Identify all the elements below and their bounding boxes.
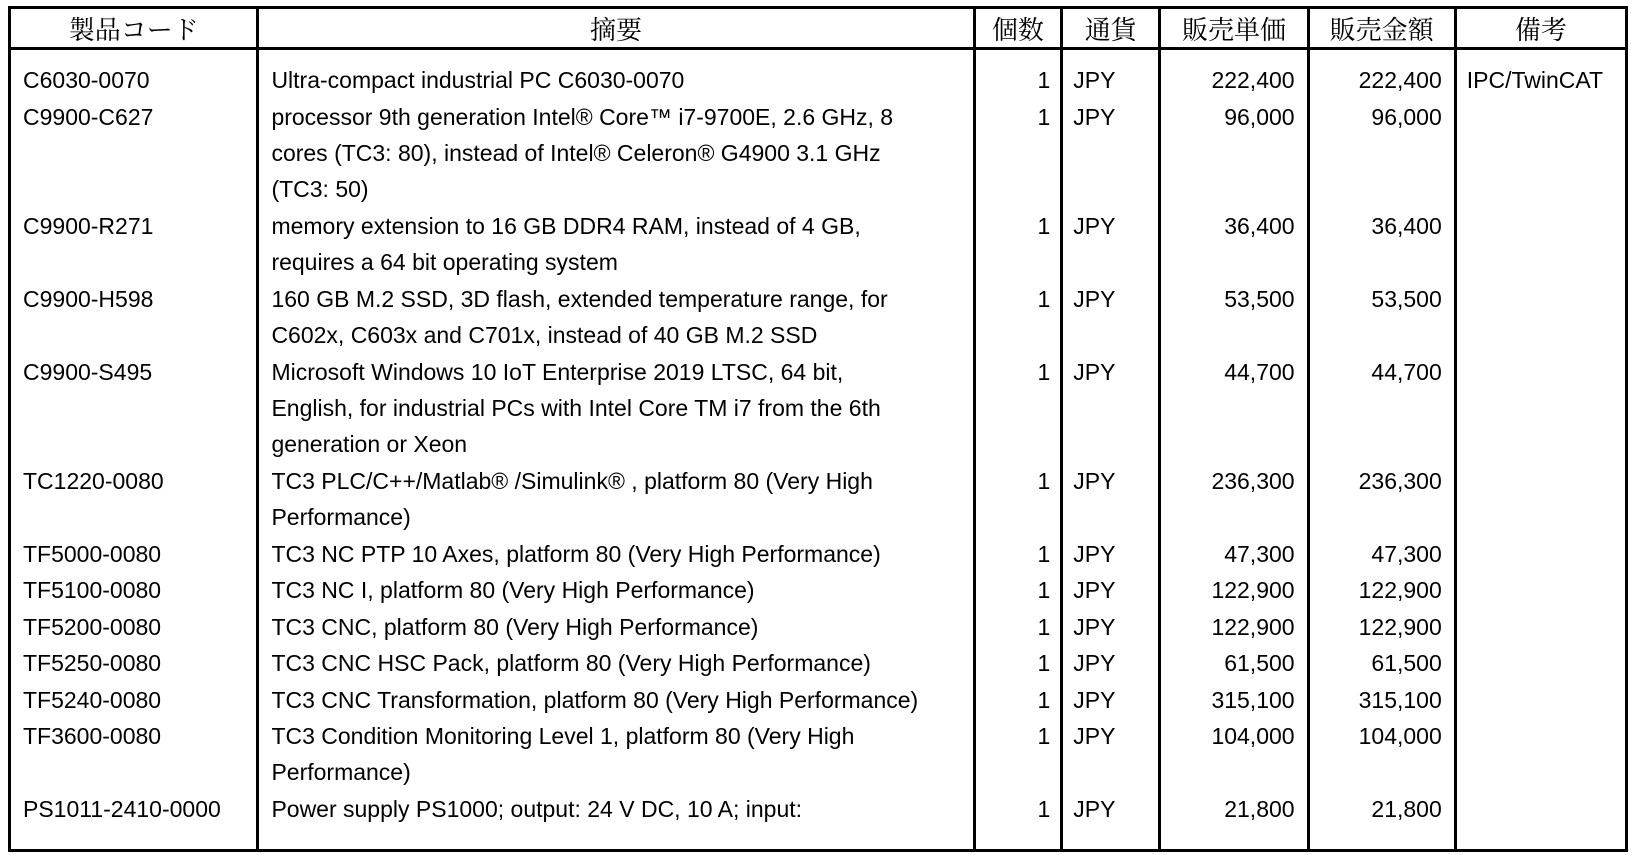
- quantity-cell: 1: [974, 645, 1062, 681]
- header-product-code: 製品コード: [10, 8, 258, 49]
- description-cell: [258, 208, 974, 281]
- description-cell: [258, 682, 974, 718]
- remarks-cell: [1455, 536, 1626, 572]
- amount-cell: 96,000: [1308, 99, 1455, 208]
- description-cell: [258, 572, 974, 608]
- unit-price-cell: 36,400: [1160, 208, 1308, 281]
- description-cell: [258, 281, 974, 354]
- quantity-cell: 1: [974, 718, 1062, 791]
- description-line: English, for industrial PCs with Intel Core TM i7 from the 6th: [271, 394, 881, 421]
- description-line: Performance): [271, 503, 411, 530]
- remarks-cell: [1455, 718, 1626, 791]
- amount-cell: 236,300: [1308, 463, 1455, 536]
- currency-cell: JPY: [1062, 682, 1160, 718]
- amount-cell: 53,500: [1308, 281, 1455, 354]
- quantity-cell: 1: [974, 354, 1062, 463]
- remarks-cell: [1455, 281, 1626, 354]
- quantity-cell: 1: [974, 49, 1062, 99]
- unit-price-cell: 104,000: [1160, 718, 1308, 791]
- header-description: 摘要: [258, 8, 974, 49]
- table-row: [10, 791, 1627, 851]
- amount-cell: 122,900: [1308, 572, 1455, 608]
- currency-cell: JPY: [1062, 609, 1160, 645]
- unit-price-cell: 236,300: [1160, 463, 1308, 536]
- currency-cell: JPY: [1062, 645, 1160, 681]
- remarks-cell: [1455, 354, 1626, 463]
- amount-cell: 36,400: [1308, 208, 1455, 281]
- unit-price-cell: 21,800: [1160, 791, 1308, 851]
- product-code-cell: C9900-H598: [23, 285, 154, 312]
- description-line: TC3 CNC Transformation, platform 80 (Very High Performance): [271, 686, 919, 713]
- quantity-cell: 1: [974, 572, 1062, 608]
- quantity-cell: 1: [974, 281, 1062, 354]
- currency-cell: JPY: [1062, 354, 1160, 463]
- currency-cell: JPY: [1062, 99, 1160, 208]
- currency-cell: JPY: [1062, 536, 1160, 572]
- unit-price-cell: 47,300: [1160, 536, 1308, 572]
- table-row: [10, 536, 1627, 572]
- amount-cell: 61,500: [1308, 645, 1455, 681]
- description-line: TC3 CNC, platform 80 (Very High Performance): [271, 613, 759, 640]
- description-line: TC3 NC PTP 10 Axes, platform 80 (Very High Performance): [271, 540, 881, 567]
- description-line: memory extension to 16 GB DDR4 RAM, instead of 4 GB,: [271, 212, 861, 239]
- table-row: [10, 354, 1627, 463]
- amount-cell: 104,000: [1308, 718, 1455, 791]
- description-line: TC3 Condition Monitoring Level 1, platform 80 (Very High: [271, 723, 855, 750]
- unit-price-cell: 61,500: [1160, 645, 1308, 681]
- currency-cell: JPY: [1062, 572, 1160, 608]
- description-line: processor 9th generation Intel® Core™ i7-9700E, 2.6 GHz, 8: [271, 103, 894, 130]
- product-code-cell: C9900-C627: [23, 103, 154, 130]
- currency-cell: JPY: [1062, 791, 1160, 851]
- product-code-cell: TF5100-0080: [23, 577, 162, 604]
- remarks-cell: [1455, 682, 1626, 718]
- product-code-cell: TC1220-0080: [23, 467, 164, 494]
- table-row: [10, 682, 1627, 718]
- description-line: C602x, C603x and C701x, instead of 40 GB M.2 SSD: [271, 321, 818, 348]
- table-row: [10, 208, 1627, 281]
- product-code-cell: TF5200-0080: [23, 613, 162, 640]
- quotation-table: [8, 6, 1628, 852]
- description-line: Power supply PS1000; output: 24 V DC, 10 A; input:: [271, 796, 803, 822]
- product-code-cell: PS1011-2410-0000: [23, 796, 221, 822]
- table-row: [10, 645, 1627, 681]
- table-row: [10, 281, 1627, 354]
- amount-cell: 315,100: [1308, 682, 1455, 718]
- amount-cell: 122,900: [1308, 609, 1455, 645]
- amount-cell: 44,700: [1308, 354, 1455, 463]
- description-cell: [258, 645, 974, 681]
- description-line: 160 GB M.2 SSD, 3D flash, extended temperature range, for: [271, 285, 888, 312]
- quantity-cell: 1: [974, 208, 1062, 281]
- currency-cell: JPY: [1062, 281, 1160, 354]
- table-row: [10, 99, 1627, 208]
- remarks-cell: [1455, 791, 1626, 851]
- unit-price-cell: 53,500: [1160, 281, 1308, 354]
- header-row: [10, 8, 1627, 49]
- currency-cell: JPY: [1062, 718, 1160, 791]
- description-line: cores (TC3: 80), instead of Intel® Celeron® G4900 3.1 GHz: [271, 139, 881, 166]
- product-code-cell: C9900-S495: [23, 358, 153, 385]
- unit-price-cell: 96,000: [1160, 99, 1308, 208]
- amount-cell: 47,300: [1308, 536, 1455, 572]
- remarks-cell: [1455, 609, 1626, 645]
- description-line: Performance): [271, 759, 411, 786]
- description-line: TC3 NC I, platform 80 (Very High Performance): [271, 577, 755, 604]
- description-line: TC3 PLC/C++/Matlab® /Simulink® , platform 80 (Very High: [271, 467, 873, 494]
- quantity-cell: 1: [974, 99, 1062, 208]
- quantity-cell: 1: [974, 463, 1062, 536]
- currency-cell: JPY: [1062, 208, 1160, 281]
- product-code-cell: TF5000-0080: [23, 540, 162, 567]
- product-code-cell: C9900-R271: [23, 212, 154, 239]
- unit-price-cell: 315,100: [1160, 682, 1308, 718]
- description-line: Microsoft Windows 10 IoT Enterprise 2019 LTSC, 64 bit,: [271, 358, 844, 385]
- remarks-cell: [1455, 208, 1626, 281]
- quantity-cell: 1: [974, 609, 1062, 645]
- unit-price-cell: 122,900: [1160, 572, 1308, 608]
- quantity-cell: 1: [974, 536, 1062, 572]
- table-row: [10, 718, 1627, 791]
- unit-price-cell: 222,400: [1160, 49, 1308, 99]
- remarks-cell: [1455, 99, 1626, 208]
- description-line: (TC3: 50): [271, 175, 369, 202]
- table-row: [10, 609, 1627, 645]
- product-code-cell: TF5250-0080: [23, 650, 162, 677]
- product-code-cell: TF5240-0080: [23, 686, 162, 713]
- description-line: TC3 CNC HSC Pack, platform 80 (Very High Performance): [271, 650, 871, 677]
- unit-price-cell: 122,900: [1160, 609, 1308, 645]
- header-quantity: 個数: [974, 8, 1062, 49]
- table-body: [10, 49, 1627, 851]
- description-cell: [258, 536, 974, 572]
- quantity-cell: 1: [974, 682, 1062, 718]
- currency-cell: JPY: [1062, 463, 1160, 536]
- product-code-cell: TF3600-0080: [23, 723, 162, 750]
- remarks-cell: [1455, 645, 1626, 681]
- table-row: [10, 49, 1627, 99]
- description-cell: [258, 463, 974, 536]
- product-code-cell: C6030-0070: [23, 67, 150, 93]
- header-amount: 販売金額: [1308, 8, 1455, 49]
- description-cell: [258, 49, 974, 99]
- description-line: requires a 64 bit operating system: [271, 248, 618, 275]
- header-remarks: 備考: [1455, 8, 1626, 49]
- amount-cell: 21,800: [1308, 791, 1455, 851]
- table-row: [10, 572, 1627, 608]
- description-cell: [258, 718, 974, 791]
- description-line: generation or Xeon: [271, 430, 468, 457]
- description-cell: [258, 609, 974, 645]
- description-line: Ultra-compact industrial PC C6030-0070: [271, 67, 685, 93]
- amount-cell: 222,400: [1308, 49, 1455, 99]
- header-currency: 通貨: [1062, 8, 1160, 49]
- remarks-cell: IPC/TwinCAT: [1455, 49, 1626, 99]
- table-row: [10, 463, 1627, 536]
- description-cell: [258, 99, 974, 208]
- quantity-cell: 1: [974, 791, 1062, 851]
- currency-cell: JPY: [1062, 49, 1160, 99]
- remarks-cell: [1455, 463, 1626, 536]
- remarks-cell: [1455, 572, 1626, 608]
- unit-price-cell: 44,700: [1160, 354, 1308, 463]
- description-cell: [258, 791, 974, 851]
- description-cell: [258, 354, 974, 463]
- header-unit-price: 販売単価: [1160, 8, 1308, 49]
